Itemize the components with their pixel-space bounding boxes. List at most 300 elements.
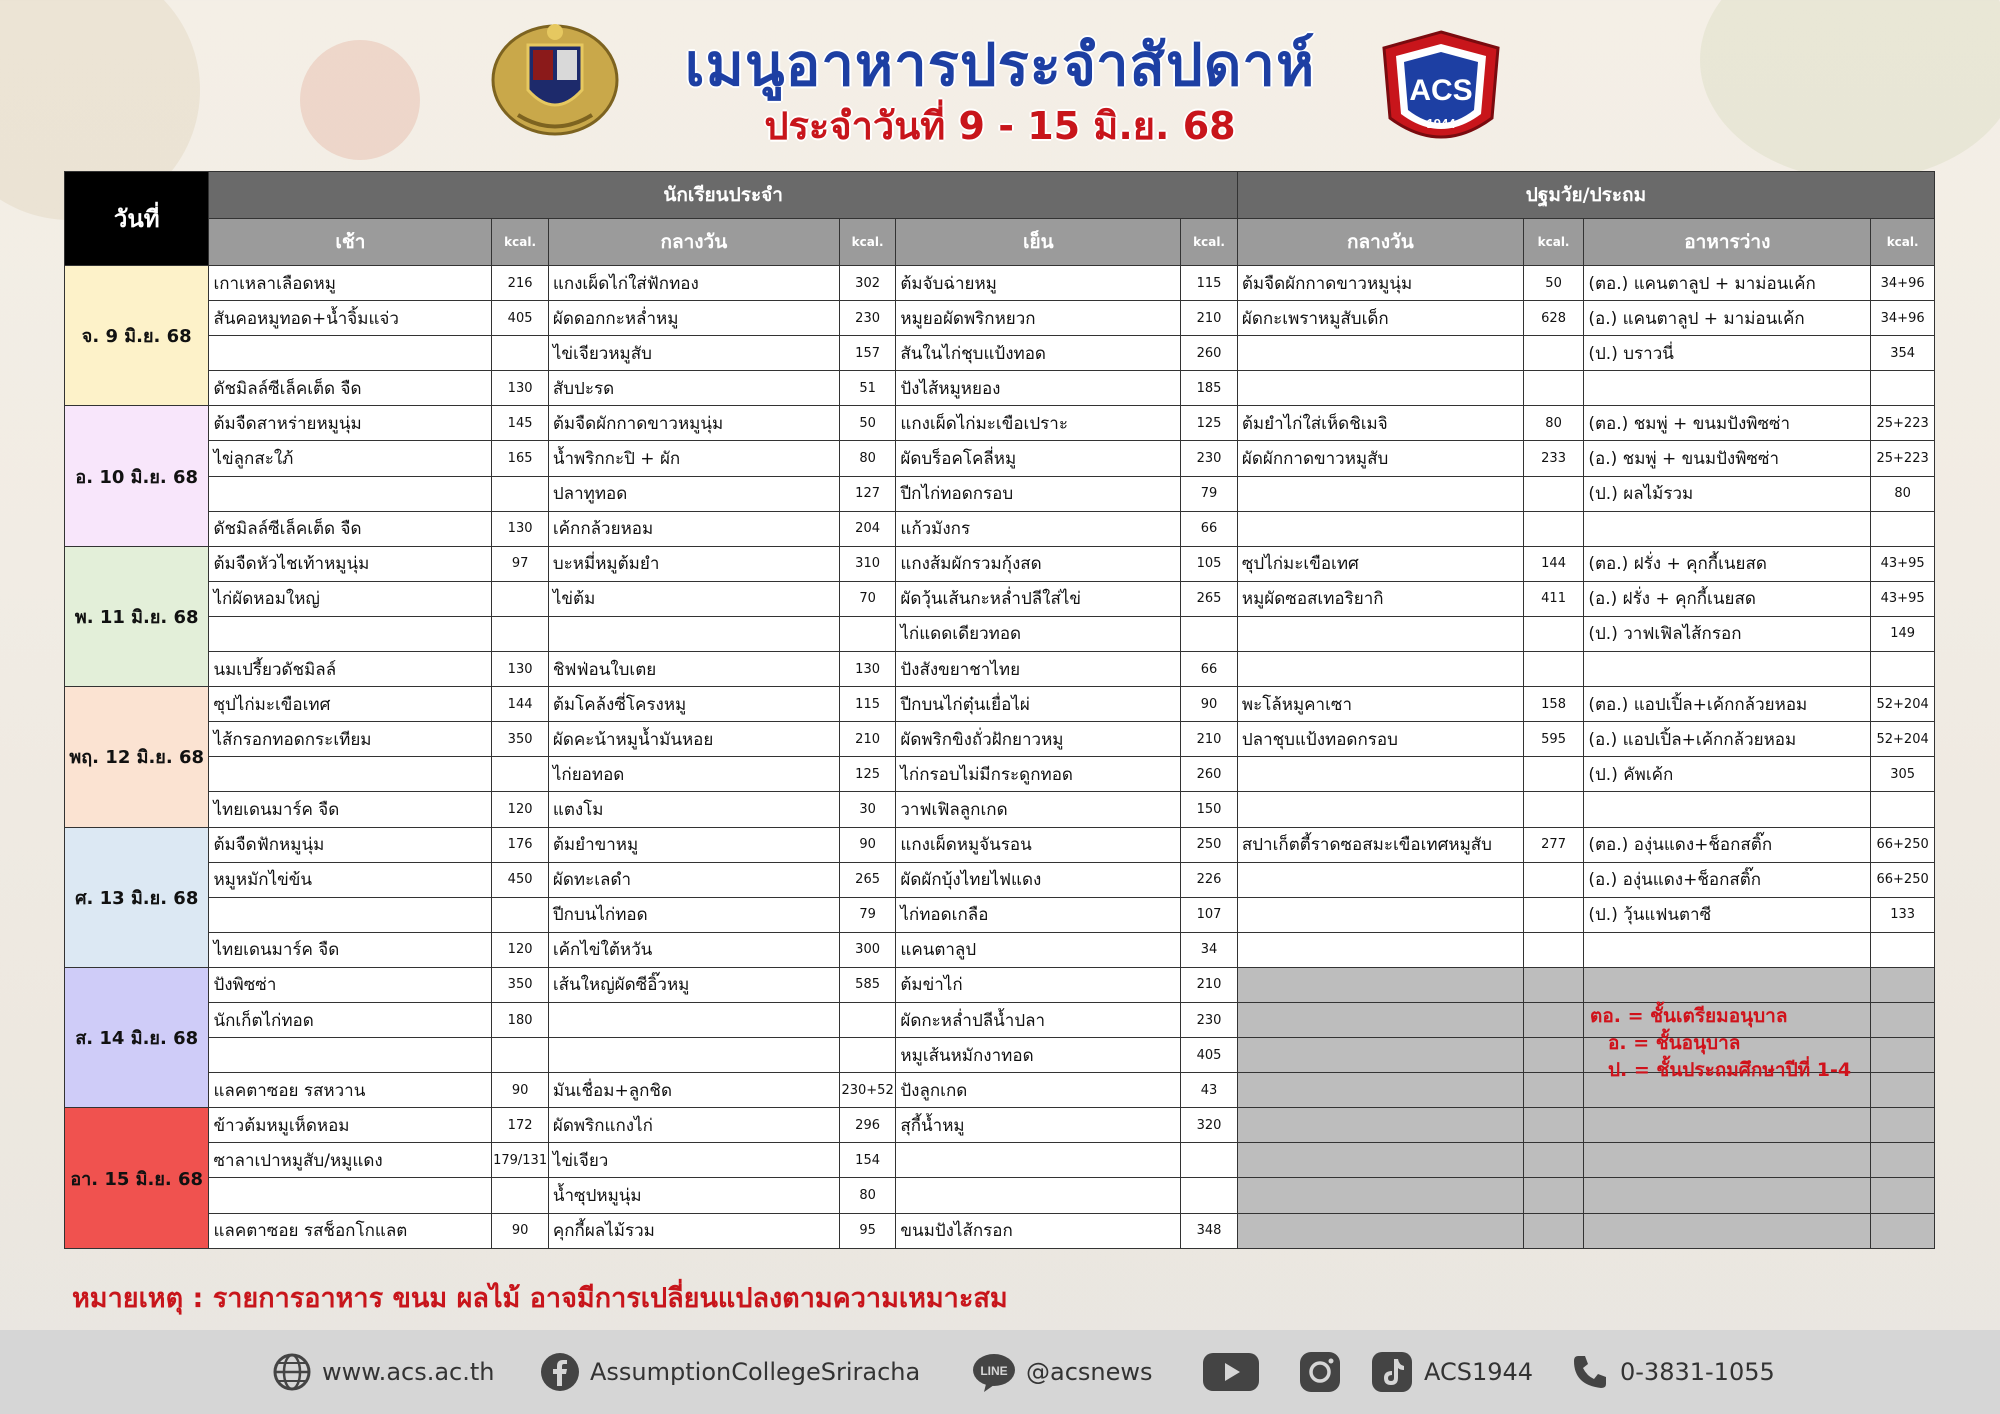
evening-kcal: 90 [1181, 687, 1238, 722]
morning-kcal: 90 [492, 1073, 549, 1108]
instagram-icon [1298, 1350, 1342, 1394]
noon-dish: ไข่ต้ม [548, 581, 839, 616]
primary-noon-dish: ผัดผักกาดขาวหมูสับ [1237, 441, 1523, 476]
snack-kcal: 305 [1871, 757, 1935, 792]
noon-kcal: 296 [839, 1108, 896, 1143]
snack-item: (ตอ.) ฝรั่ง + คุกกี้เนยสด [1584, 546, 1871, 581]
menu-row [65, 722, 1935, 757]
noon-dish: ชิฟฟ่อนใบเตย [548, 652, 839, 687]
primary-noon-kcal-empty [1523, 1073, 1584, 1108]
day-cell: พฤ. 12 มิ.ย. 68 [65, 687, 209, 827]
morning-dish: ซุปไก่มะเขือเทศ [209, 687, 492, 722]
snack-kcal: 354 [1871, 336, 1935, 371]
kcal-header: kcal. [839, 219, 896, 266]
primary-noon-kcal-empty [1523, 967, 1584, 1002]
tiktok-link[interactable] [1370, 1350, 1533, 1394]
snack-kcal [1871, 371, 1935, 406]
morning-kcal: 130 [492, 511, 549, 546]
menu-row [65, 757, 1935, 792]
morning-dish [209, 336, 492, 371]
snack-kcal: 66+250 [1871, 862, 1935, 897]
primary-noon-dish: ต้มยำไก่ใส่เห็ดชิเมจิ [1237, 406, 1523, 441]
evening-dish: ไก่ทอดเกลือ [896, 897, 1181, 932]
evening-kcal: 79 [1181, 476, 1238, 511]
noon-kcal [839, 616, 896, 651]
menu-row [65, 546, 1935, 581]
morning-dish: ไส้กรอกทอดกระเทียม [209, 722, 492, 757]
evening-kcal: 210 [1181, 967, 1238, 1002]
kcal-header: kcal. [1181, 219, 1238, 266]
globe-icon [272, 1352, 312, 1392]
tiktok-text: ACS1944 [1424, 1358, 1534, 1386]
noon-kcal [839, 1038, 896, 1073]
primary-noon-dish: หมูผัดซอสเทอริยากิ [1237, 581, 1523, 616]
menu-row [65, 266, 1935, 301]
evening-dish: แกงเผ็ดไก่มะเขือเปราะ [896, 406, 1181, 441]
morning-kcal: 176 [492, 827, 549, 862]
evening-kcal: 66 [1181, 511, 1238, 546]
menu-row [65, 827, 1935, 862]
youtube-link[interactable] [1202, 1350, 1260, 1394]
evening-dish: ผัดพริกขิงถั่วฝักยาวหมู [896, 722, 1181, 757]
grade-legend [1590, 1003, 1851, 1084]
morning-kcal [492, 336, 549, 371]
primary-noon-kcal: 233 [1523, 441, 1584, 476]
noon-dish [548, 616, 839, 651]
acs-logo-text: ACS [1409, 74, 1473, 107]
menu-row [65, 301, 1935, 336]
primary-noon-dish [1237, 616, 1523, 651]
noon-dish: ไข่เจียวหมูสับ [548, 336, 839, 371]
menu-row [65, 1213, 1935, 1248]
evening-dish: แกงเผ็ดหมูจันรอน [896, 827, 1181, 862]
noon-kcal: 30 [839, 792, 896, 827]
page-title: เมนูอาหารประจำสัปดาห์ [684, 31, 1316, 99]
primary-noon-header: กลางวัน [1237, 219, 1523, 266]
primary-noon-kcal [1523, 932, 1584, 967]
primary-noon-dish [1237, 336, 1523, 371]
snack-kcal: 34+96 [1871, 266, 1935, 301]
snack-kcal: 133 [1871, 897, 1935, 932]
menu-row [65, 932, 1935, 967]
morning-dish: ไทยเดนมาร์ค จืด [209, 932, 492, 967]
primary-noon-dish-empty [1237, 1143, 1523, 1178]
evening-dish: ปังสังขยาชาไทย [896, 652, 1181, 687]
morning-kcal [492, 757, 549, 792]
noon-dish: ผัดดอกกะหล่ำหมู [548, 301, 839, 336]
phone-text: 0-3831-1055 [1620, 1358, 1775, 1386]
snack-item-empty [1584, 1178, 1871, 1213]
facebook-text: AssumptionCollegeSriracha [590, 1358, 921, 1386]
noon-dish: แกงเผ็ดไก่ใส่ฟักทอง [548, 266, 839, 301]
evening-kcal [1181, 1143, 1238, 1178]
morning-kcal: 172 [492, 1108, 549, 1143]
morning-dish [209, 476, 492, 511]
snack-item [1584, 511, 1871, 546]
snack-item: (ตอ.) องุ่นแดง+ช็อกสติ๊ก [1584, 827, 1871, 862]
primary-noon-kcal [1523, 652, 1584, 687]
noon-header: กลางวัน [548, 219, 839, 266]
morning-kcal: 350 [492, 722, 549, 757]
morning-kcal [492, 897, 549, 932]
evening-dish: ผัดวุ้นเส้นกะหล่ำปลีใส่ไข่ [896, 581, 1181, 616]
day-cell: อา. 15 มิ.ย. 68 [65, 1108, 209, 1249]
primary-noon-dish-empty [1237, 1073, 1523, 1108]
acs-shield-logo [1380, 30, 1502, 158]
primary-noon-dish: ต้มจืดผักกาดขาวหมูนุ่ม [1237, 266, 1523, 301]
evening-kcal: 260 [1181, 336, 1238, 371]
noon-dish: ผัดพริกแกงไก่ [548, 1108, 839, 1143]
morning-dish: ข้าวต้มหมูเห็ดหอม [209, 1108, 492, 1143]
noon-dish: ต้มจืดผักกาดขาวหมูนุ่ม [548, 406, 839, 441]
evening-kcal: 210 [1181, 722, 1238, 757]
noon-kcal: 265 [839, 862, 896, 897]
snack-kcal: 43+95 [1871, 546, 1935, 581]
snack-kcal: 52+204 [1871, 722, 1935, 757]
evening-kcal: 405 [1181, 1038, 1238, 1073]
noon-kcal: 300 [839, 932, 896, 967]
evening-dish: หมูเส้นหมักงาทอด [896, 1038, 1181, 1073]
snack-kcal [1871, 932, 1935, 967]
snack-kcal: 25+223 [1871, 406, 1935, 441]
snack-item: (ตอ.) ชมพู่ + ขนมปังพิซซ่า [1584, 406, 1871, 441]
snack-item: (ป.) ผลไม้รวม [1584, 476, 1871, 511]
morning-header: เช้า [209, 219, 492, 266]
evening-kcal: 115 [1181, 266, 1238, 301]
legend-item: อ. = ชั้นอนุบาล [1608, 1032, 1741, 1054]
morning-dish: ต้มจืดสาหร่ายหมูนุ่ม [209, 406, 492, 441]
noon-dish: เค้กไข่ใต้หวัน [548, 932, 839, 967]
primary-noon-kcal: 628 [1523, 301, 1584, 336]
evening-dish: ไก่แดดเดียวทอด [896, 616, 1181, 651]
menu-row [65, 792, 1935, 827]
snack-kcal [1871, 511, 1935, 546]
evening-header: เย็น [896, 219, 1181, 266]
noon-kcal: 127 [839, 476, 896, 511]
kcal-header: kcal. [1523, 219, 1584, 266]
snack-item: (ตอ.) แคนตาลูป + มาม่อนเค้ก [1584, 266, 1871, 301]
evening-dish: แกงส้มผักรวมกุ้งสด [896, 546, 1181, 581]
primary-noon-kcal [1523, 897, 1584, 932]
morning-kcal: 97 [492, 546, 549, 581]
snack-kcal: 43+95 [1871, 581, 1935, 616]
menu-row [65, 406, 1935, 441]
remark-note: หมายเหตุ : รายการอาหาร ขนม ผลไม้ อาจมีการเปลี่ยนแปลงตามความเหมาะสม [72, 1283, 1008, 1314]
morning-dish: สันคอหมูทอด+น้ำจิ้มแจ่ว [209, 301, 492, 336]
snack-item: (อ.) ฝรั่ง + คุกกี้เนยสด [1584, 581, 1871, 616]
evening-dish: วาฟเฟิลลูกเกด [896, 792, 1181, 827]
morning-kcal: 90 [492, 1213, 549, 1248]
kcal-header: kcal. [1871, 219, 1935, 266]
noon-dish: สับปะรด [548, 371, 839, 406]
phone-icon [1570, 1352, 1610, 1392]
primary-noon-dish-empty [1237, 967, 1523, 1002]
menu-row [65, 476, 1935, 511]
primary-noon-dish-empty [1237, 1108, 1523, 1143]
evening-kcal: 105 [1181, 546, 1238, 581]
kcal-header: kcal. [492, 219, 549, 266]
snack-item [1584, 652, 1871, 687]
menu-row [65, 897, 1935, 932]
snack-kcal [1871, 652, 1935, 687]
website-text: www.acs.ac.th [322, 1358, 495, 1386]
evening-kcal: 34 [1181, 932, 1238, 967]
noon-dish [548, 1038, 839, 1073]
primary-noon-dish [1237, 371, 1523, 406]
facebook-link[interactable] [540, 1350, 920, 1394]
morning-kcal [492, 581, 549, 616]
evening-kcal: 230 [1181, 441, 1238, 476]
primary-noon-kcal: 80 [1523, 406, 1584, 441]
evening-kcal: 226 [1181, 862, 1238, 897]
morning-dish: แลคตาซอย รสหวาน [209, 1073, 492, 1108]
morning-kcal [492, 476, 549, 511]
morning-dish: ต้มจืดฟักหมูนุ่ม [209, 827, 492, 862]
primary-noon-kcal-empty [1523, 1038, 1584, 1073]
line-link[interactable] [972, 1350, 1153, 1394]
primary-noon-kcal [1523, 371, 1584, 406]
primary-noon-kcal [1523, 336, 1584, 371]
primary-noon-kcal [1523, 862, 1584, 897]
morning-dish [209, 1038, 492, 1073]
primary-noon-dish [1237, 757, 1523, 792]
morning-dish: ไก่ผัดหอมใหญ่ [209, 581, 492, 616]
evening-kcal: 230 [1181, 1002, 1238, 1037]
snack-item [1584, 792, 1871, 827]
noon-dish: ต้มโคล้งซี่โครงหมู [548, 687, 839, 722]
noon-kcal: 310 [839, 546, 896, 581]
evening-dish: ปังไส้หมูหยอง [896, 371, 1181, 406]
snack-item-empty [1584, 967, 1871, 1002]
primary-noon-kcal [1523, 792, 1584, 827]
snack-item-empty [1584, 1143, 1871, 1178]
snack-kcal: 25+223 [1871, 441, 1935, 476]
boarding-students-header: นักเรียนประจำ [209, 172, 1237, 219]
morning-dish: ไทยเดนมาร์ค จืด [209, 792, 492, 827]
noon-kcal: 230 [839, 301, 896, 336]
morning-kcal [492, 1038, 549, 1073]
noon-kcal: 50 [839, 406, 896, 441]
day-cell: จ. 9 มิ.ย. 68 [65, 266, 209, 406]
primary-noon-dish [1237, 897, 1523, 932]
evening-dish: สุกี้น้ำหมู [896, 1108, 1181, 1143]
morning-dish: ซาลาเปาหมูสับ/หมูแดง [209, 1143, 492, 1178]
evening-kcal: 66 [1181, 652, 1238, 687]
morning-dish: นมเปรี้ยวดัชมิลล์ [209, 652, 492, 687]
snack-kcal-empty [1871, 1178, 1935, 1213]
noon-dish: น้ำพริกกะปิ + ผัก [548, 441, 839, 476]
evening-dish [896, 1143, 1181, 1178]
snack-item: (ป.) วาฟเฟิลไส้กรอก [1584, 616, 1871, 651]
primary-noon-kcal-empty [1523, 1143, 1584, 1178]
evening-dish: ต้มจับฉ่ายหมู [896, 266, 1181, 301]
menu-row [65, 652, 1935, 687]
snack-item: (อ.) องุ่นแดง+ช็อกสติ๊ก [1584, 862, 1871, 897]
morning-kcal: 179/131 [492, 1143, 549, 1178]
menu-row [65, 511, 1935, 546]
noon-kcal [839, 1002, 896, 1037]
day-cell: พ. 11 มิ.ย. 68 [65, 546, 209, 686]
snack-item [1584, 932, 1871, 967]
evening-dish: ปังลูกเกด [896, 1073, 1181, 1108]
morning-kcal: 145 [492, 406, 549, 441]
morning-kcal: 120 [492, 932, 549, 967]
noon-dish: ไก่ยอทอด [548, 757, 839, 792]
school-crest-logo [488, 20, 622, 140]
noon-dish: บะหมี่หมูต้มยำ [548, 546, 839, 581]
snack-kcal: 52+204 [1871, 687, 1935, 722]
primary-noon-dish [1237, 792, 1523, 827]
menu-row [65, 581, 1935, 616]
snack-kcal: 80 [1871, 476, 1935, 511]
primary-noon-kcal: 411 [1523, 581, 1584, 616]
primary-noon-kcal [1523, 616, 1584, 651]
evening-kcal: 150 [1181, 792, 1238, 827]
svg-text:LINE: LINE [980, 1364, 1008, 1378]
snack-kcal-empty [1871, 1108, 1935, 1143]
website-link[interactable] [272, 1350, 495, 1394]
tiktok-icon [1370, 1350, 1414, 1394]
noon-dish: คุกกี้ผลไม้รวม [548, 1213, 839, 1248]
evening-dish: ไก่กรอบไม่มีกระดูกทอด [896, 757, 1181, 792]
snack-item [1584, 371, 1871, 406]
evening-dish: สันในไก่ชุบแป้งทอด [896, 336, 1181, 371]
snack-item: (อ.) ชมพู่ + ขนมปังพิซซ่า [1584, 441, 1871, 476]
morning-dish: ปังพิซซ่า [209, 967, 492, 1002]
primary-noon-dish: พะโล้หมูคาเซา [1237, 687, 1523, 722]
noon-kcal: 230+52 [839, 1073, 896, 1108]
primary-noon-kcal: 277 [1523, 827, 1584, 862]
snack-kcal-empty [1871, 1073, 1935, 1108]
menu-row [65, 967, 1935, 1002]
phone-link[interactable] [1570, 1350, 1775, 1394]
day-cell: ศ. 13 มิ.ย. 68 [65, 827, 209, 967]
menu-row [65, 1143, 1935, 1178]
noon-kcal: 79 [839, 897, 896, 932]
noon-dish: ผัดทะเลดำ [548, 862, 839, 897]
morning-kcal: 130 [492, 371, 549, 406]
day-cell: ส. 14 มิ.ย. 68 [65, 967, 209, 1107]
primary-noon-kcal: 50 [1523, 266, 1584, 301]
snack-kcal-empty [1871, 1002, 1935, 1037]
evening-dish: ผัดบร็อคโคลี่หมู [896, 441, 1181, 476]
noon-kcal: 154 [839, 1143, 896, 1178]
primary-noon-dish-empty [1237, 1213, 1523, 1248]
morning-dish [209, 1178, 492, 1213]
evening-dish: ขนมปังไส้กรอก [896, 1213, 1181, 1248]
primary-noon-dish [1237, 932, 1523, 967]
primary-noon-kcal [1523, 511, 1584, 546]
noon-kcal: 115 [839, 687, 896, 722]
noon-kcal: 95 [839, 1213, 896, 1248]
noon-dish: มันเชื่อม+ลูกชิด [548, 1073, 839, 1108]
snack-item-empty [1584, 1213, 1871, 1248]
morning-dish [209, 616, 492, 651]
snack-kcal-empty [1871, 1213, 1935, 1248]
evening-dish: แคนตาลูป [896, 932, 1181, 967]
snack-header: อาหารว่าง [1584, 219, 1871, 266]
snack-kcal-empty [1871, 967, 1935, 1002]
menu-row [65, 441, 1935, 476]
youtube-icon [1202, 1352, 1260, 1392]
primary-noon-dish [1237, 862, 1523, 897]
morning-kcal: 216 [492, 266, 549, 301]
noon-dish: ไข่เจียว [548, 1143, 839, 1178]
noon-dish: เค้กกล้วยหอม [548, 511, 839, 546]
primary-noon-kcal: 144 [1523, 546, 1584, 581]
menu-row [65, 687, 1935, 722]
kindergarten-primary-header: ปฐมวัย/ประถม [1237, 172, 1934, 219]
primary-noon-dish [1237, 511, 1523, 546]
evening-kcal: 250 [1181, 827, 1238, 862]
instagram-link[interactable] [1298, 1350, 1342, 1394]
primary-noon-kcal: 595 [1523, 722, 1584, 757]
snack-kcal: 149 [1871, 616, 1935, 651]
morning-dish: ดัชมิลล์ซีเล็คเต็ด จืด [209, 511, 492, 546]
morning-kcal: 165 [492, 441, 549, 476]
noon-kcal: 90 [839, 827, 896, 862]
header [0, 0, 2000, 170]
primary-noon-dish-empty [1237, 1002, 1523, 1037]
footer [0, 1330, 2000, 1414]
noon-kcal: 51 [839, 371, 896, 406]
snack-item: (อ.) แอปเปิ้ล+เค้กกล้วยหอม [1584, 722, 1871, 757]
morning-dish: ไข่ลูกสะใภ้ [209, 441, 492, 476]
day-header: วันที่ [65, 172, 209, 266]
snack-item: (ป.) บราวนี่ [1584, 336, 1871, 371]
noon-kcal: 204 [839, 511, 896, 546]
morning-kcal: 350 [492, 967, 549, 1002]
morning-kcal: 180 [492, 1002, 549, 1037]
evening-dish: ต้มข่าไก่ [896, 967, 1181, 1002]
noon-kcal: 302 [839, 266, 896, 301]
morning-kcal [492, 1178, 549, 1213]
noon-dish: ปีกบนไก่ทอด [548, 897, 839, 932]
morning-dish: หมูหมักไข่ข้น [209, 862, 492, 897]
morning-dish: ดัชมิลล์ซีเล็คเต็ด จืด [209, 371, 492, 406]
primary-noon-dish-empty [1237, 1038, 1523, 1073]
evening-kcal: 320 [1181, 1108, 1238, 1143]
menu-row [65, 1108, 1935, 1143]
morning-kcal [492, 616, 549, 651]
line-icon [972, 1352, 1016, 1392]
noon-kcal: 125 [839, 757, 896, 792]
primary-noon-kcal-empty [1523, 1002, 1584, 1037]
snack-kcal-empty [1871, 1038, 1935, 1073]
primary-noon-dish [1237, 652, 1523, 687]
legend-item: ตอ. = ชั้นเตรียมอนุบาล [1590, 1005, 1788, 1027]
menu-row [65, 371, 1935, 406]
date-range-subtitle: ประจำวันที่ 9 - 15 มิ.ย. 68 [764, 104, 1236, 148]
primary-noon-kcal-empty [1523, 1178, 1584, 1213]
snack-kcal: 34+96 [1871, 301, 1935, 336]
primary-noon-dish: สปาเก็ตตี้ราดซอสมะเขือเทศหมูสับ [1237, 827, 1523, 862]
morning-kcal: 405 [492, 301, 549, 336]
snack-kcal-empty [1871, 1143, 1935, 1178]
noon-dish: เส้นใหญ่ผัดซีอิ๊วหมู [548, 967, 839, 1002]
noon-kcal: 80 [839, 441, 896, 476]
evening-dish: ผัดกะหล่ำปลีน้ำปลา [896, 1002, 1181, 1037]
morning-dish: เกาเหลาเลือดหมู [209, 266, 492, 301]
morning-dish [209, 757, 492, 792]
evening-dish [896, 1178, 1181, 1213]
morning-dish: ต้มจืดหัวไชเท้าหมูนุ่ม [209, 546, 492, 581]
evening-kcal: 125 [1181, 406, 1238, 441]
primary-noon-dish [1237, 476, 1523, 511]
line-text: @acsnews [1026, 1358, 1153, 1386]
acs-logo-year: 1944 [1426, 116, 1456, 131]
evening-kcal: 185 [1181, 371, 1238, 406]
